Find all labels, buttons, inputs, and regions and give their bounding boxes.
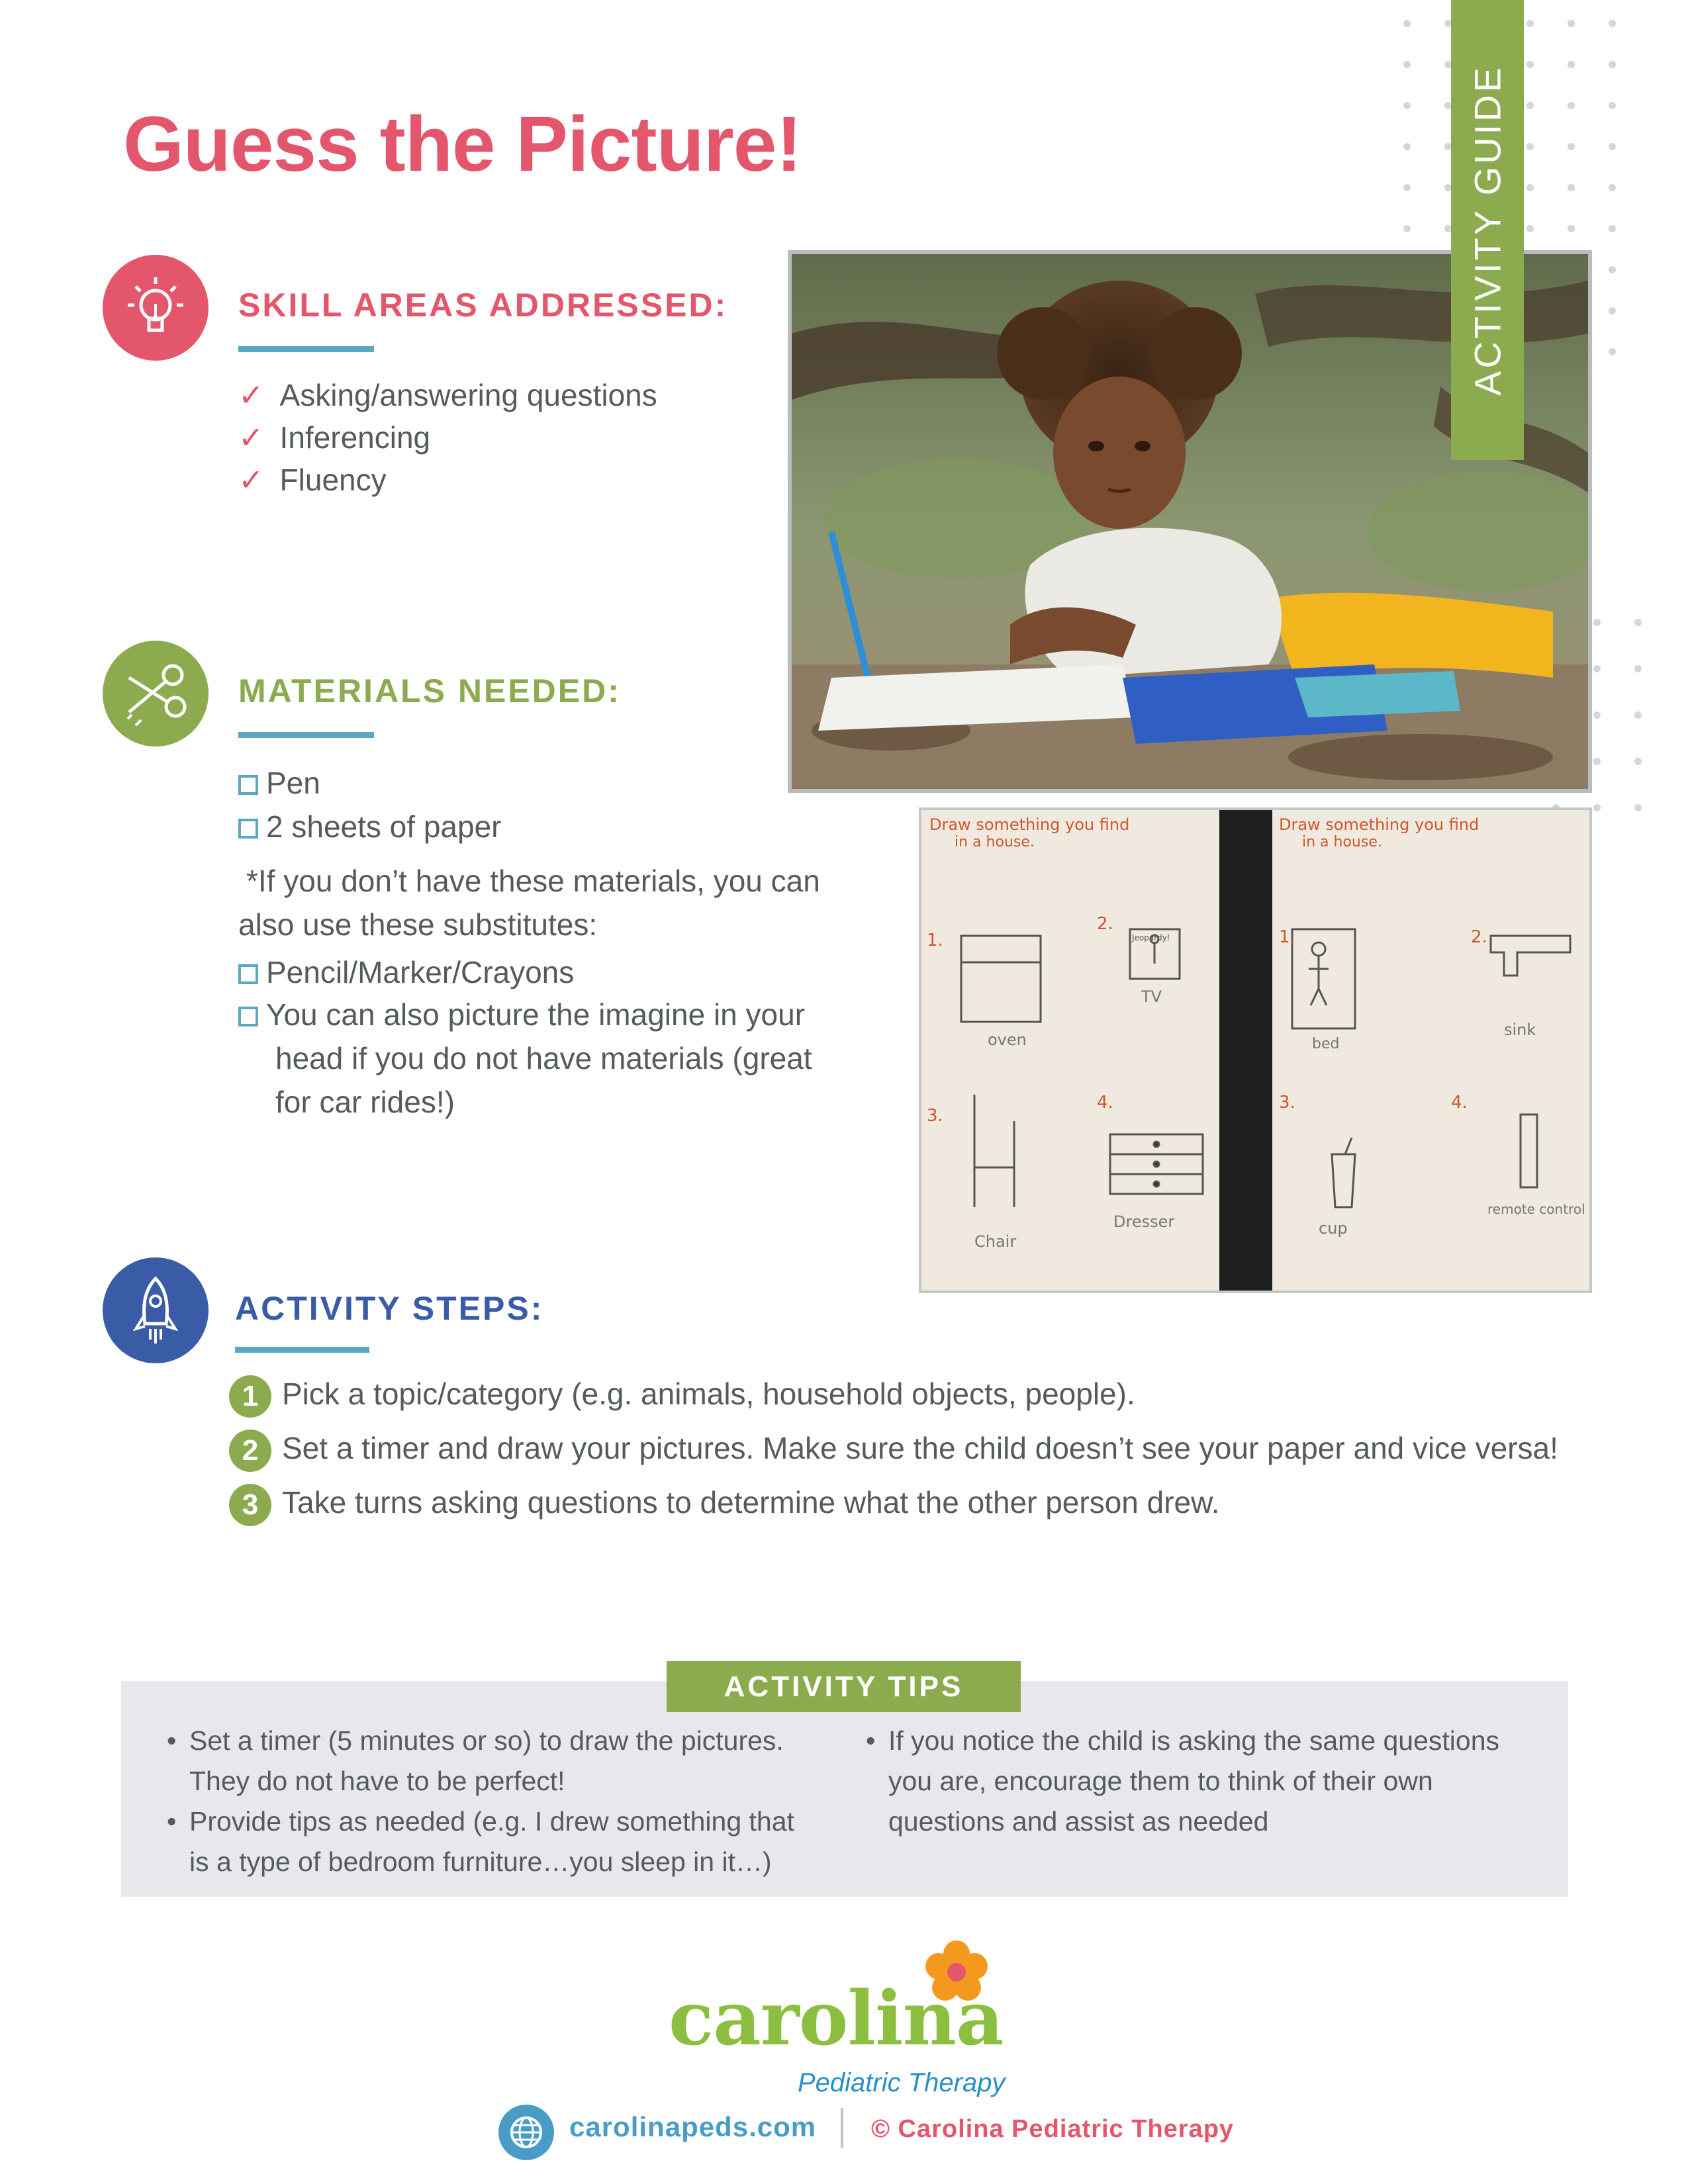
drawing-right-header-2: in a house.	[1302, 834, 1382, 850]
activity-guide-tab	[1451, 0, 1524, 460]
drawing-right-header: Draw something you find	[1279, 815, 1479, 834]
substitute-item: You can also picture the imagine in your head if you do not have materials (great for car rides!)	[238, 993, 812, 1124]
drawing-left-label-3: Chair	[974, 1232, 1017, 1251]
decorative-dot	[1403, 143, 1411, 150]
step-item: 1 Pick a topic/category (e.g. animals, household objects, people).	[229, 1375, 1135, 1418]
decorative-dot	[1634, 619, 1642, 626]
decorative-dot	[1593, 711, 1601, 719]
decorative-dot	[1593, 804, 1601, 811]
decorative-dot	[1568, 184, 1575, 191]
substitute-item: Pencil/Marker/Crayons	[238, 954, 574, 990]
steps-rule	[235, 1347, 369, 1353]
steps-heading: ACTIVITY STEPS:	[235, 1290, 544, 1327]
decorative-dot	[1609, 143, 1616, 150]
decorative-dot	[1526, 102, 1534, 109]
tip-item: • Set a timer (5 minutes or so) to draw the pictures. They do not have to be perfect!	[167, 1725, 784, 1796]
decorative-dot	[1609, 266, 1616, 273]
drawing-tv-screen: Jeopardy!	[1132, 933, 1170, 942]
step-item: 3 Take turns asking questions to determine what the other person drew.	[229, 1484, 1220, 1526]
decorative-dot	[1568, 61, 1575, 68]
decorative-dot	[1609, 348, 1616, 355]
decorative-dot	[1526, 184, 1534, 191]
decorative-dot	[1568, 102, 1575, 109]
decorative-dot	[1526, 20, 1534, 27]
footer-website-link[interactable]: carolinapeds.com	[569, 2111, 817, 2142]
lightbulb-icon	[103, 255, 209, 361]
page-title: Guess the Picture!	[123, 101, 802, 188]
drawing-left-label-4: Dresser	[1113, 1212, 1175, 1231]
drawing-left-label-1: oven	[988, 1030, 1027, 1049]
decorative-dot	[1609, 225, 1616, 232]
globe-icon	[498, 2105, 554, 2160]
decorative-dot	[1609, 184, 1616, 191]
drawing-left-num-2: 2.	[1097, 914, 1113, 934]
skills-rule	[238, 346, 374, 352]
materials-heading: MATERIALS NEEDED:	[238, 672, 621, 709]
rocket-icon	[103, 1257, 209, 1363]
materials-rule	[238, 732, 374, 738]
decorative-dot	[1526, 61, 1534, 68]
decorative-dot	[1609, 20, 1616, 27]
decorative-dot	[1568, 20, 1575, 27]
decorative-dot	[1568, 143, 1575, 150]
skill-item: ✓ Inferencing	[238, 420, 431, 455]
decorative-dot	[1634, 804, 1642, 811]
decorative-dot	[1634, 758, 1642, 765]
decorative-dot	[1403, 61, 1411, 68]
drawing-right-num-3: 3.	[1279, 1093, 1295, 1113]
logo-wordmark: carolina	[669, 1976, 1004, 2062]
logo-subtitle: Pediatric Therapy	[798, 2068, 1006, 2097]
footer-copyright: © Carolina Pediatric Therapy	[871, 2115, 1235, 2143]
drawing-right-num-1: 1.	[1279, 927, 1295, 947]
drawing-right-num-4: 4.	[1451, 1093, 1468, 1113]
decorative-dot	[1526, 143, 1534, 150]
drawing-right-label-4: remote control	[1487, 1201, 1585, 1217]
decorative-dot	[1634, 665, 1642, 672]
drawing-right-label-3: cup	[1319, 1219, 1348, 1238]
scissors-icon	[103, 641, 209, 747]
drawing-right-label-1: bed	[1312, 1036, 1340, 1052]
drawing-left-header-2: in a house.	[955, 834, 1035, 850]
materials-note: *If you don’t have these materials, you can also use these substitutes:	[238, 864, 820, 942]
example-drawings-photo	[919, 807, 1592, 1293]
decorative-dot	[1526, 225, 1534, 232]
decorative-dot	[1403, 20, 1411, 27]
skill-item: ✓ Asking/answering questions	[238, 378, 657, 412]
footer-separator	[841, 2108, 843, 2148]
drawing-left-label-2: TV	[1141, 987, 1162, 1006]
decorative-dot	[1403, 225, 1411, 232]
carolina-logo	[669, 1936, 1039, 2101]
decorative-dot	[1609, 307, 1616, 314]
tip-item: • Provide tips as needed (e.g. I drew something that is a type of bedroom furniture…you sleep in it…)	[167, 1806, 794, 1877]
drawing-left-header: Draw something you find	[929, 815, 1130, 834]
activity-tips-label: ACTIVITY TIPS	[667, 1661, 1021, 1712]
activity-guide-label: ACTIVITY GUIDE	[1466, 64, 1509, 396]
material-item: Pen	[238, 765, 320, 801]
skill-item: ✓ Fluency	[238, 463, 387, 497]
drawing-right-label-2: sink	[1504, 1021, 1536, 1039]
decorative-dot	[1403, 184, 1411, 191]
decorative-dot	[1609, 61, 1616, 68]
skills-heading: SKILL AREAS ADDRESSED:	[238, 287, 728, 324]
decorative-dot	[1593, 758, 1601, 765]
drawing-left-num-4: 4.	[1097, 1093, 1113, 1113]
decorative-dot	[1568, 225, 1575, 232]
decorative-dot	[1403, 102, 1411, 109]
tip-item: • If you notice the child is asking the same questions you are, encourage them to think of their own questions and assist as needed	[866, 1725, 1500, 1837]
drawing-left-num-3: 3.	[927, 1106, 943, 1126]
decorative-dot	[1593, 619, 1601, 626]
decorative-dot	[1593, 665, 1601, 672]
step-item: 2 Set a timer and draw your pictures. Make sure the child doesn’t see your paper and vice versa!	[229, 1430, 1558, 1472]
decorative-dot	[1609, 102, 1616, 109]
material-item: 2 sheets of paper	[238, 809, 501, 844]
drawing-left-num-1: 1.	[927, 931, 943, 950]
decorative-dot	[1634, 711, 1642, 719]
drawing-right-num-2: 2.	[1471, 927, 1487, 947]
